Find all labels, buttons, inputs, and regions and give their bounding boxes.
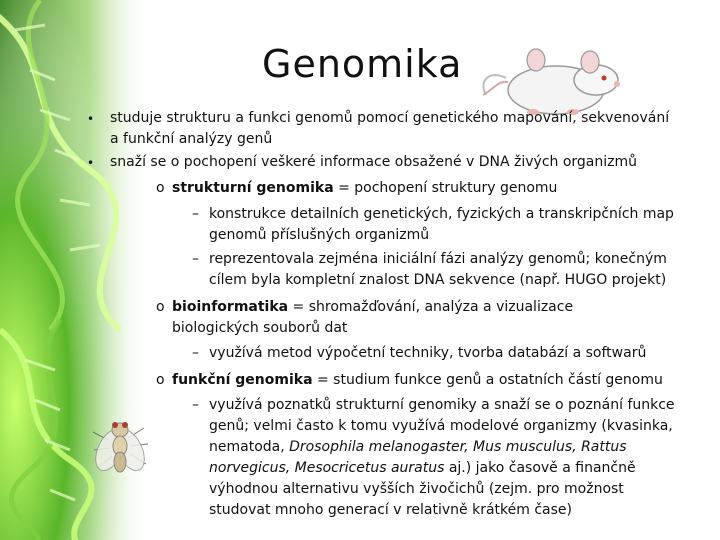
section-bioinformatika bbox=[172, 297, 652, 339]
sub-marker: o bbox=[156, 372, 165, 388]
section-funkcni-genomika bbox=[172, 370, 682, 391]
dash-marker: – bbox=[192, 251, 199, 267]
definition: = shromažďování, analýza a vizualizace biologických souborů dat bbox=[172, 299, 574, 336]
text-part-1: využívá poznatků strukturní genomiky a snaží se o poznání funkce genů; velmi často k tomu využívá modelové organizmy (kvasinka, nematoda, bbox=[209, 397, 675, 455]
bullet-dot: • bbox=[87, 112, 95, 126]
definition: = pochopení struktury genomu bbox=[333, 180, 558, 196]
sub-marker: o bbox=[156, 299, 165, 315]
definition: = studium funkce genů a ostatních částí genomu bbox=[312, 372, 663, 388]
term: strukturní genomika bbox=[172, 180, 334, 196]
text-part-2: aj.) jako časově a finančně výhodnou alternativu vyšších živočichů (zejm. pro možnost studovat mnoho generací v relativně krátkém čase) bbox=[209, 460, 636, 518]
sub-item-2: reprezentovala zejména iniciální fázi analýzy genomů; konečným cílem byla kompletní znalost DNA sekvence (např. HUGO projekt) bbox=[209, 251, 667, 288]
bullet-2: snaží se o pochopení veškeré informace obsažené v DNA živých organizmů bbox=[110, 154, 638, 170]
fruit-fly-icon bbox=[88, 410, 153, 480]
sub-marker: o bbox=[156, 180, 165, 196]
term: funkční genomika bbox=[172, 372, 313, 388]
bullet-1: studuje strukturu a funkci genomů pomocí genetického mapování, sekvenování a funkční analýzy genů bbox=[110, 110, 670, 147]
term: bioinformatika bbox=[172, 299, 289, 315]
dash-marker: – bbox=[192, 397, 199, 413]
sub-item-3: využívá metod výpočetní techniky, tvorba databází a softwarů bbox=[209, 345, 647, 361]
species-names: Drosophila melanogaster, Mus musculus, Rattus norvegicus, Mesocricetus auratus bbox=[209, 439, 627, 476]
dash-marker: – bbox=[192, 345, 199, 361]
section-strukturni-genomika bbox=[172, 178, 682, 199]
bullet-dot: • bbox=[87, 156, 95, 170]
page-title: Genomika bbox=[262, 42, 463, 86]
sub-item-4 bbox=[209, 395, 687, 521]
sub-item-1: konstrukce detailních genetických, fyzických a transkripčních map genomů příslušných organizmů bbox=[209, 206, 674, 243]
dash-marker: – bbox=[192, 206, 199, 222]
